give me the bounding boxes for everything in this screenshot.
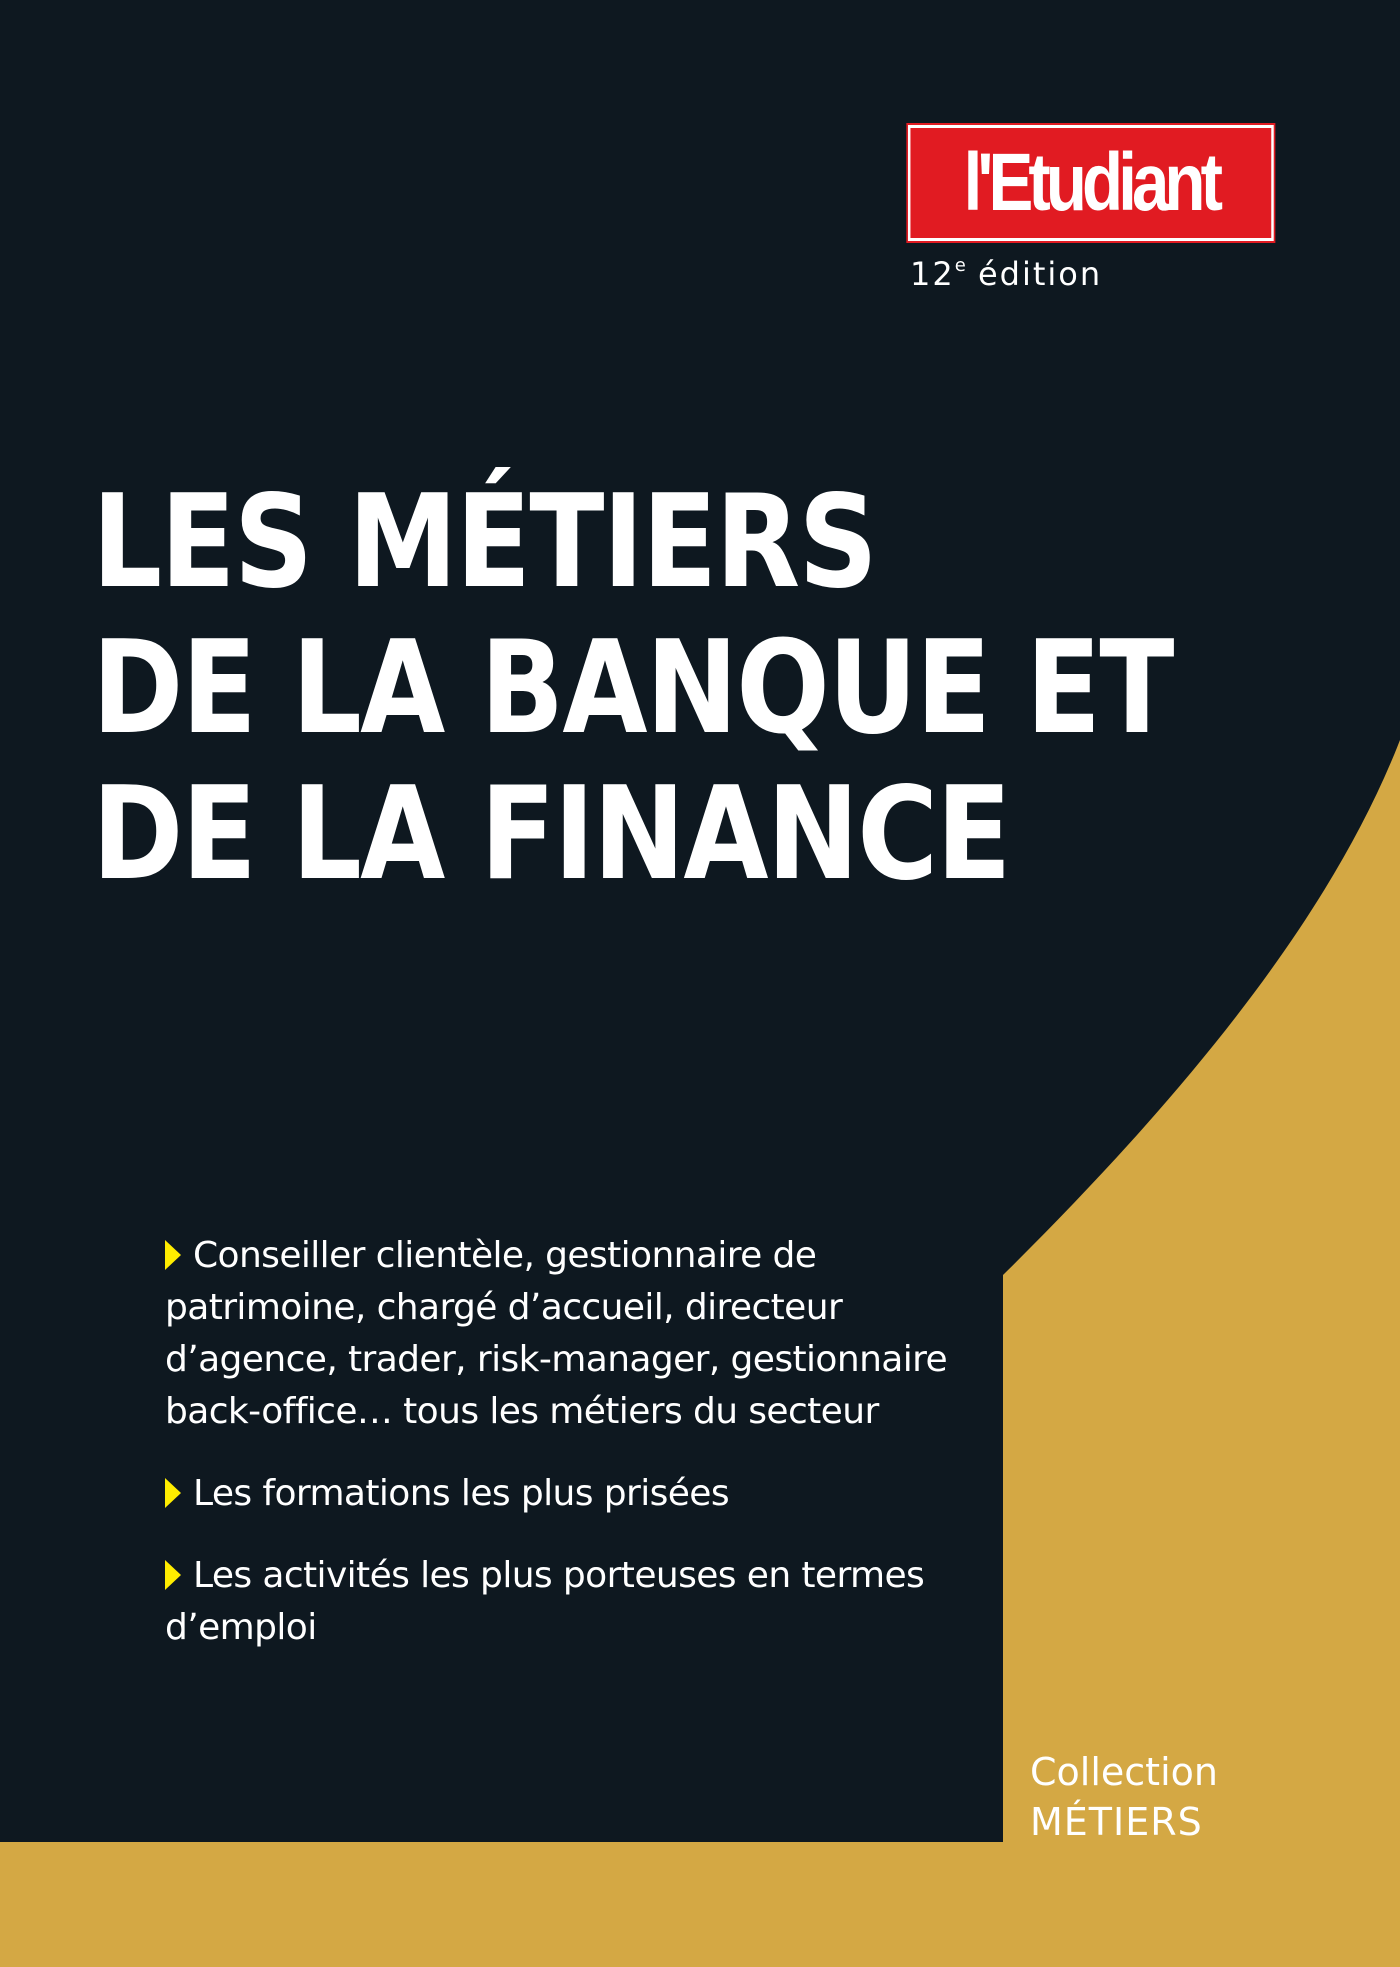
title-line-2: DE LA BANQUE ET xyxy=(92,614,1173,763)
edition-label xyxy=(910,255,1102,293)
list-item-text: Les activités les plus porteuses en termes d’emploi xyxy=(165,1555,925,1648)
collection-name: MÉTIERS xyxy=(1030,1800,1203,1844)
list-item xyxy=(165,1468,1015,1520)
title-line-3: DE LA FINANCE xyxy=(92,760,1010,909)
collection-label xyxy=(1030,1747,1218,1847)
triangle-right-icon xyxy=(165,1240,181,1270)
list-item-text: Conseiller clientèle, gestionnaire de patrimoine, chargé d’accueil, directeur d’agence, trader, risk-manager, gestionnaire back-office… tous les métiers du secteur xyxy=(165,1235,948,1432)
edition-suffix: e xyxy=(954,255,966,276)
collection-word: Collection xyxy=(1030,1750,1218,1794)
title-line-1: LES MÉTIERS xyxy=(92,468,877,617)
triangle-right-icon xyxy=(165,1560,181,1590)
list-item xyxy=(165,1550,1015,1654)
feature-list xyxy=(165,1230,1015,1684)
edition-word: édition xyxy=(977,255,1103,293)
triangle-right-icon xyxy=(165,1478,181,1508)
list-item-text: Les formations les plus prisées xyxy=(193,1473,730,1514)
publisher-logo: l'Etudiant xyxy=(908,125,1274,241)
book-title xyxy=(92,470,1173,908)
edition-number: 12 xyxy=(910,255,955,293)
list-item xyxy=(165,1230,1015,1438)
